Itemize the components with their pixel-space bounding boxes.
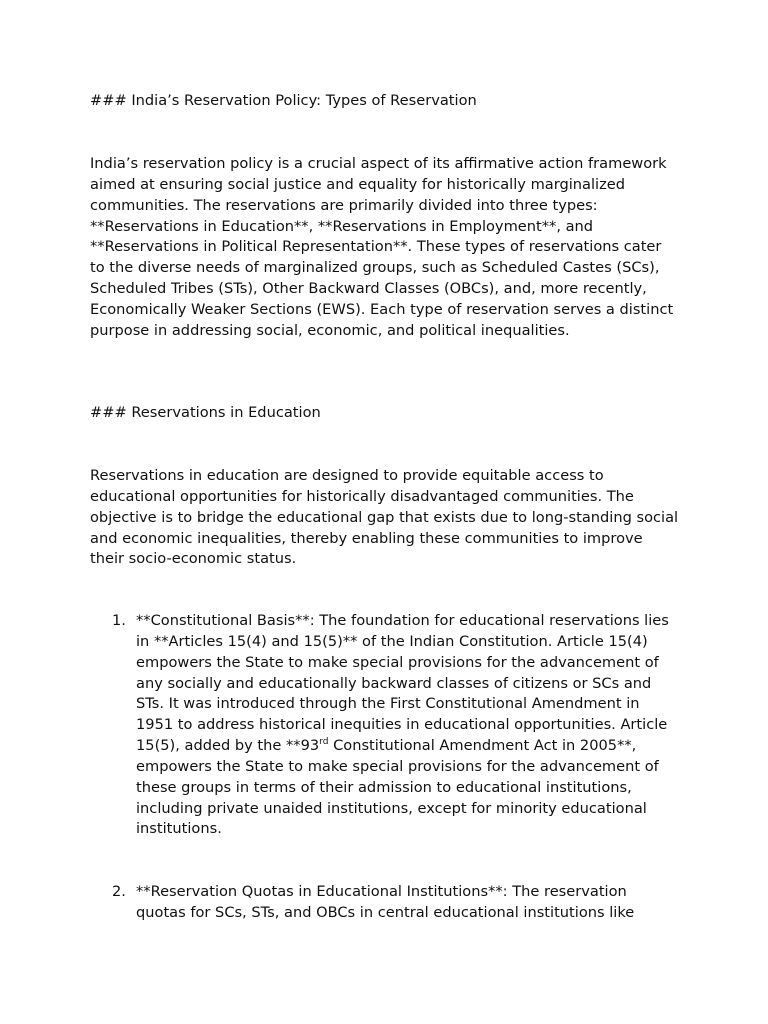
ordinal-superscript: rd — [319, 737, 329, 748]
list-item-text — [136, 612, 669, 837]
list-item-text-part2: Constitutional Amendment Act in 2005**, empowers the State to make special provisions for the advancement of these groups in terms of their admission to educational institutions, including private unaided institutions, except for minority educational institutions. — [136, 737, 659, 838]
list-number: 2. — [112, 883, 126, 900]
list-item-text: **Reservation Quotas in Educational Institutions**: The reservation quotas for SCs, STs, and OBCs in central educational institutions like — [136, 883, 635, 921]
list-item — [90, 882, 680, 924]
list-number: 1. — [112, 612, 126, 629]
numbered-list-item-1 — [90, 611, 680, 840]
education-heading: ### Reservations in Education — [90, 404, 321, 421]
numbered-list-item-2 — [90, 882, 680, 924]
intro-paragraph: India’s reservation policy is a crucial aspect of its affirmative action framework aimed at ensuring social justice and equality for historically marginalized communities. The reservations are primarily divided into three types: **Reservations in Education**, **Reservations in Employment**, and **Reservations in Political Representation**. These types of reservations cater to the diverse needs of marginalized groups, such as Scheduled Castes (SCs), Scheduled Tribes (STs), Other Backward Classes (OBCs), and, more recently, Economically Weaker Sections (EWS). Each type of reservation serves a distinct purpose in addressing social, economic, and political inequalities. — [90, 155, 674, 339]
list-item-text-part1: **Constitutional Basis**: The foundation for educational reservations lies in **Articles 15(4) and 15(5)** of the Indian Constitution. Article 15(4) empowers the State to make special provisions for the advancement of any socially and educationally backward classes of citizens or SCs and STs. It was introduced through the First Constitutional Amendment in 1951 to address historical inequities in educational opportunities. Article 15(5), added by the **93 — [136, 612, 669, 755]
main-heading: ### India’s Reservation Policy: Types of Reservation — [90, 92, 477, 109]
list-item — [90, 611, 680, 840]
education-paragraph: Reservations in education are designed to provide equitable access to educational opportunities for historically disadvantaged communities. The objective is to bridge the educational gap that exists due to long-standing social and economic inequalities, thereby enabling these communities to improve their socio-economic status. — [90, 467, 679, 568]
